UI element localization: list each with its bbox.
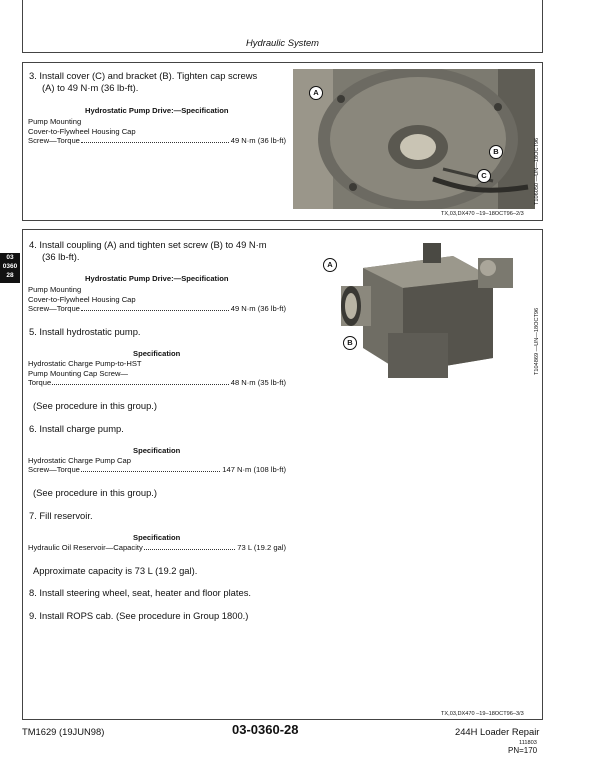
spec-label: Screw—Torque	[28, 136, 80, 145]
dot-leader	[81, 309, 229, 311]
step-4-cont: (36 lb-ft).	[42, 251, 80, 262]
spec-line: Hydrostatic Charge Pump Cap	[28, 456, 131, 465]
procedure-panel-1	[22, 62, 543, 221]
callout-b: B	[343, 336, 357, 350]
callout-a: A	[323, 258, 337, 272]
step-5: 5. Install hydrostatic pump.	[29, 326, 141, 337]
footer-left: TM1629 (19JUN98)	[22, 726, 105, 737]
spec-title: Specification	[133, 446, 181, 455]
step-8: 8. Install steering wheel, seat, heater and floor plates.	[29, 587, 252, 598]
dot-leader	[81, 470, 220, 472]
see-procedure: (See procedure in this group.)	[33, 400, 158, 411]
spec-label: Hydraulic Oil Reservoir—Capacity	[28, 543, 143, 552]
dot-leader	[144, 548, 236, 550]
photo-caption: TX,03,DX470 –19–18OCT96–3/3	[441, 711, 524, 717]
header-box	[22, 0, 543, 53]
spec-title: Hydrostatic Pump Drive:—Specification	[85, 106, 229, 115]
see-procedure: (See procedure in this group.)	[33, 487, 158, 498]
footer-right: 244H Loader Repair	[455, 726, 540, 737]
spec-value: 49 N·m (36 lb-ft)	[230, 136, 286, 145]
spec-label: Screw—Torque	[28, 304, 80, 313]
spec-value: 73 L (19.2 gal)	[237, 543, 286, 552]
callout-b: B	[489, 145, 503, 159]
spec-label: Torque	[28, 378, 52, 387]
dot-leader	[81, 141, 229, 143]
side-tab	[0, 253, 20, 283]
spec-line: Pump Mounting	[28, 117, 82, 126]
procedure-panel-2	[22, 229, 543, 720]
step-6: 6. Install charge pump.	[29, 423, 124, 434]
spec-line: Cover-to-Flywheel Housing Cap	[28, 295, 136, 304]
spec-title: Hydrostatic Pump Drive:—Specification	[85, 274, 229, 283]
step-7: 7. Fill reservoir.	[29, 510, 93, 521]
spec-line: Cover-to-Flywheel Housing Cap	[28, 127, 136, 136]
spec-row	[28, 136, 286, 146]
pump-cover-illustration	[293, 69, 535, 209]
spec-value: 147 N·m (108 lb-ft)	[222, 465, 286, 474]
callout-c: C	[477, 169, 491, 183]
side-tab-line2: 0360	[2, 263, 18, 270]
photo-caption: TX,03,DX470 –19–18OCT96–2/3	[441, 211, 524, 217]
footer-pn: PN=170	[508, 746, 538, 755]
spec-row	[28, 378, 286, 388]
footer-code: 111803	[519, 740, 537, 746]
spec-row	[28, 465, 286, 475]
dot-leader	[52, 383, 229, 385]
step-3-cont: (A) to 49 N·m (36 lb-ft).	[42, 82, 139, 93]
spec-value: 49 N·m (36 lb-ft)	[230, 304, 286, 313]
spec-line: Pump Mounting Cap Screw—	[28, 369, 129, 378]
spec-line: Pump Mounting	[28, 285, 82, 294]
section-title: Hydraulic System	[246, 37, 319, 48]
pump-coupling-photo	[293, 238, 535, 378]
spec-row	[28, 304, 286, 314]
spec-title: Specification	[133, 349, 181, 358]
pump-cover-photo	[293, 69, 535, 209]
spec-line: Hydrostatic Charge Pump-to-HST	[28, 359, 142, 368]
side-tab-line3: 28	[6, 272, 14, 279]
step-4: 4. Install coupling (A) and tighten set screw (B) to 49 N·m	[29, 239, 267, 250]
footer-center: 03-0360-28	[232, 722, 299, 737]
spec-label: Screw—Torque	[28, 465, 80, 474]
approx-capacity: Approximate capacity is 73 L (19.2 gal).	[33, 565, 198, 576]
photo-id: T104869 —UN—18OCT96	[534, 307, 540, 375]
side-tab-line1: 03	[6, 254, 14, 261]
spec-title: Specification	[133, 533, 181, 542]
step-9: 9. Install ROPS cab. (See procedure in Group 1800.)	[29, 610, 249, 621]
spec-value: 48 N·m (35 lb-ft)	[230, 378, 286, 387]
photo-id: T106050 —UN—18OCT96	[534, 137, 540, 205]
step-3: 3. Install cover (C) and bracket (B). Tighten cap screws	[29, 70, 258, 81]
spec-row	[28, 543, 286, 553]
callout-a: A	[309, 86, 323, 100]
